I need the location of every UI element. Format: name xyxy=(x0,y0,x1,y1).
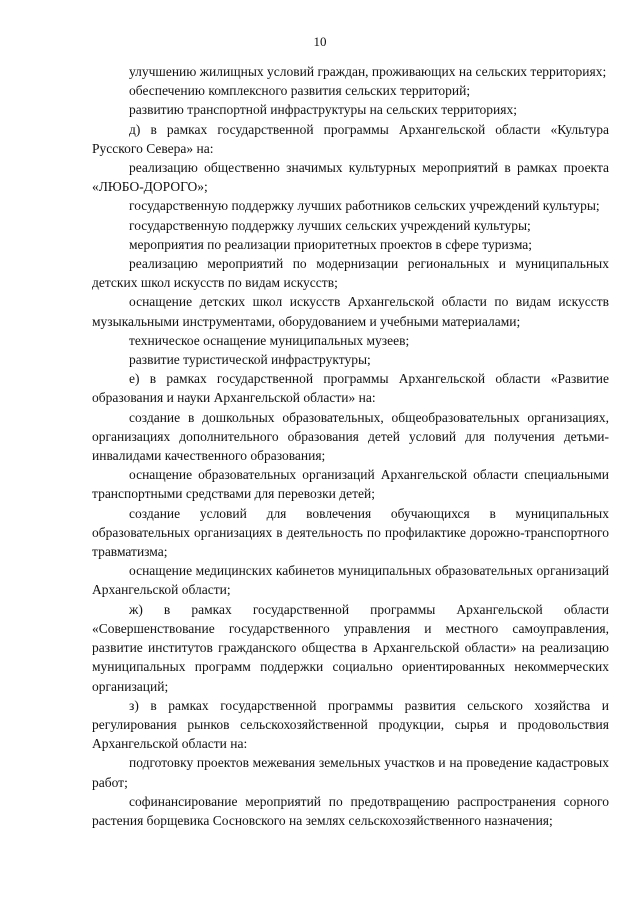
paragraph: государственную поддержку лучших сельских учреждений культуры; xyxy=(129,217,531,233)
paragraph: государственную поддержку лучших работников сельских учреждений культуры; xyxy=(129,198,600,214)
page-number: 10 xyxy=(313,34,327,49)
paragraph: з) в рамках государственной программы развития сельского хозяйства и регулирования рынков сельскохозяйственной продукции, сырья и продовольствия Архангельской области на: xyxy=(92,697,609,752)
paragraph: реализацию мероприятий по модернизации региональных и муниципальных детских школ искусств по видам искусств; xyxy=(92,256,609,291)
paragraph: е) в рамках государственной программы Архангельской области «Развитие образования и науки Архангельской области» на: xyxy=(92,371,609,406)
paragraph: оснащение образовательных организаций Архангельской области специальными транспортными средствами для перевозки детей; xyxy=(92,467,609,502)
paragraph: оснащение детских школ искусств Архангельской области по видам искусств музыкальными инструментами, оборудованием и учебными материалами; xyxy=(92,294,609,329)
paragraph: создание условий для вовлечения обучающихся в муниципальных образовательных организациях в деятельность по профилактике дорожно-транспортного травматизма; xyxy=(92,505,609,560)
paragraph: оснащение медицинских кабинетов муниципальных образовательных организаций Архангельской области; xyxy=(92,563,609,598)
paragraph: реализацию общественно значимых культурных мероприятий в рамках проекта «ЛЮБО-ДОРОГО»; xyxy=(92,160,609,195)
paragraph: техническое оснащение муниципальных музеев; xyxy=(129,332,410,348)
paragraph: ж) в рамках государственной программы Архангельской области «Совершенствование государственного управления и местного самоуправления, развитие институтов гражданского общества в Архангельской области» на реализацию муниципальных программ поддержки социально ориентированных некоммерческих организаций; xyxy=(92,601,609,694)
document-body xyxy=(92,62,609,830)
paragraph: создание в дошкольных образовательных, общеобразовательных организациях, организациях дополнительного образования детей условий для получения детьми-инвалидами качественного образования; xyxy=(92,409,609,464)
paragraph: подготовку проектов межевания земельных участков и на проведение кадастровых работ; xyxy=(92,755,609,790)
paragraph: развитие туристической инфраструктуры; xyxy=(129,352,371,368)
paragraph: обеспечению комплексного развития сельских территорий; xyxy=(129,83,471,99)
paragraph: мероприятия по реализации приоритетных проектов в сфере туризма; xyxy=(129,236,533,252)
paragraph: развитию транспортной инфраструктуры на сельских территориях; xyxy=(129,102,517,118)
paragraph: софинансирование мероприятий по предотвращению распространения сорного растения борщевика Сосновского на землях сельскохозяйственного назначения; xyxy=(92,793,609,828)
paragraph: улучшению жилищных условий граждан, проживающих на сельских территориях; xyxy=(129,64,607,79)
paragraph: д) в рамках государственной программы Архангельской области «Культура Русского Севера» на: xyxy=(92,121,609,156)
